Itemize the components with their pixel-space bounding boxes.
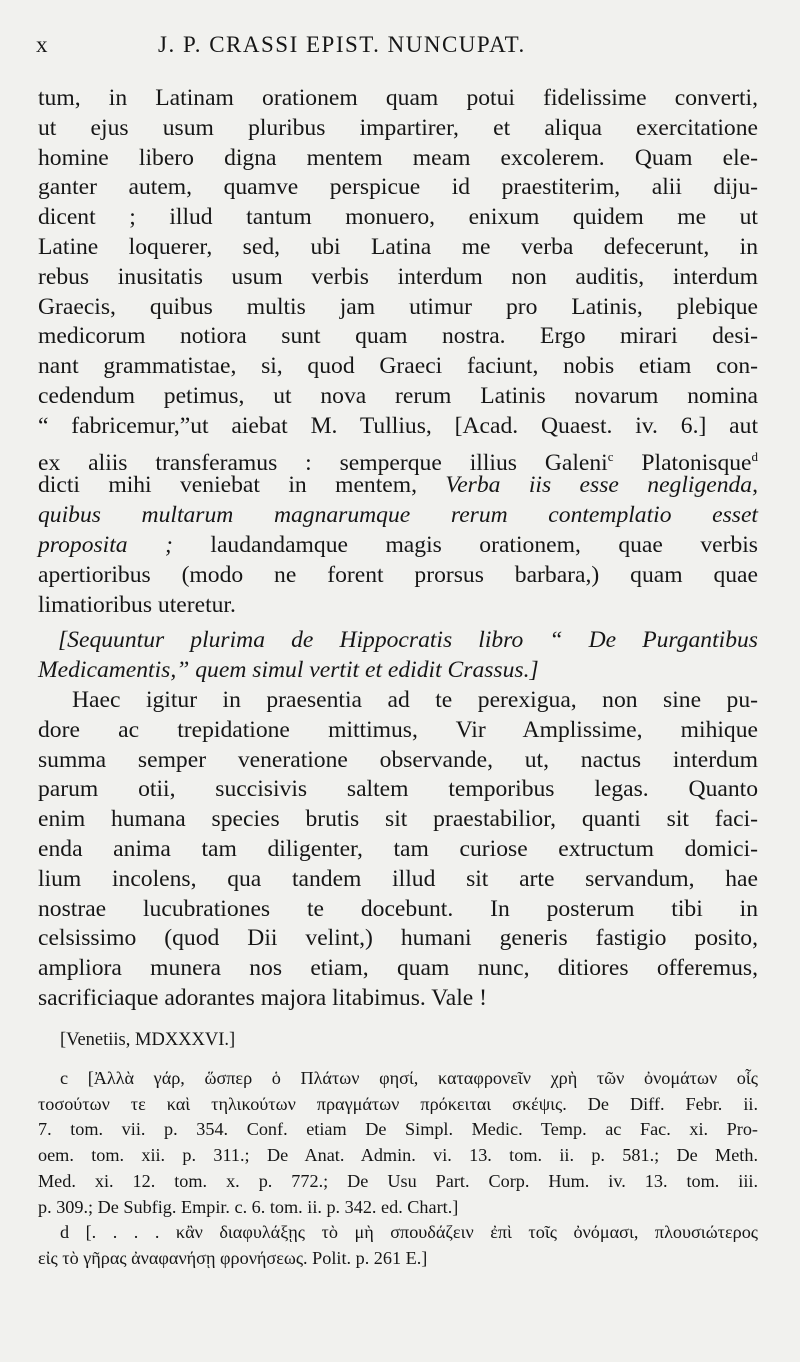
footnote-line: τοσούτων τε καὶ τηλικούτων πραγμάτων πρόκειται σκέψις. De Diff. Febr. ii. bbox=[38, 1093, 758, 1114]
text-line: Latine loquerer, sed, ubi Latina me verba defecerunt, in bbox=[38, 233, 758, 260]
line-text: dicti mihi veniebat in mentem, bbox=[38, 472, 446, 499]
footnote-line: p. 309.; De Subfig. Empir. c. 6. tom. ii. p. 342. ed. Chart.] bbox=[38, 1196, 459, 1217]
text-line: dore ac trepidatione mittimus, Vir Amplissime, mihique bbox=[38, 716, 758, 743]
text-line: parum otii, succisivis saltem temporibus legas. Quanto bbox=[38, 776, 758, 803]
footnote-line: εἰς τὸ γῆρας ἀναφανήσῃ φρονήσεως. Polit. p. 261 E.] bbox=[38, 1248, 428, 1269]
text-line: enim humana species brutis sit praestabilior, quanti sit faci- bbox=[38, 806, 758, 833]
text-line: lium incolens, qua tandem illud sit arte servandum, hae bbox=[38, 865, 758, 892]
text-line: nostrae lucubrationes te docebunt. In posterum tibi in bbox=[38, 895, 758, 922]
footnote-line: Med. xi. 12. tom. x. p. 772.; De Usu Part. Corp. Hum. iv. 13. tom. iii. bbox=[38, 1170, 758, 1191]
text-line: homine libero digna mentem meam excolerem. Quam ele- bbox=[38, 144, 758, 171]
line-text: Platonisque bbox=[613, 449, 752, 476]
text-line: limatioribus uteretur. bbox=[38, 591, 236, 618]
text-line: medicorum notiora sunt quam nostra. Ergo mirari desi- bbox=[38, 323, 758, 350]
footnote-line: c [Ἀλλὰ γάρ, ὥσπερ ὁ Πλάτων φησί, καταφρονεῖν χρὴ τῶν ὀνομάτων οἷς bbox=[60, 1067, 758, 1088]
text-line: dicent ; illud tantum monuero, enixum quidem me ut bbox=[38, 204, 758, 231]
text-line: ampliora munera nos etiam, quam nunc, ditiores offeremus, bbox=[38, 955, 758, 982]
date-line: [Venetiis, MDXXXVI.] bbox=[60, 1029, 236, 1050]
editorial-note: Medicamentis,” quem simul vertit et edidit Crassus.] bbox=[38, 657, 539, 684]
quoted-text: Verba iis esse negligenda, bbox=[445, 472, 759, 499]
text-line: “ fabricemur,”ut aiebat M. Tullius, [Acad. Quaest. iv. 6.] aut bbox=[38, 412, 758, 439]
footnote-line: d [. . . . κἂν διαφυλάξῃς τὸ μὴ σπουδάζειν ἐπὶ τοῖς ὀνόμασι, πλουσιώτερος bbox=[60, 1222, 758, 1243]
text-line bbox=[38, 442, 759, 476]
page-header bbox=[36, 32, 764, 64]
text-line: rebus inusitatis usum verbis interdum non auditis, interdum bbox=[38, 263, 758, 290]
text-line bbox=[38, 471, 758, 501]
footnote-line: oem. tom. xii. p. 311.; De Anat. Admin. vi. 13. tom. ii. p. 581.; De Meth. bbox=[38, 1145, 758, 1166]
text-line: enda anima tam diligenter, tam curiose extructum domici- bbox=[38, 835, 758, 862]
running-head: J. P. CRASSI EPIST. NUNCUPAT. bbox=[158, 32, 526, 57]
text-line: cedendum petimus, ut nova rerum Latinis novarum nomina bbox=[38, 382, 758, 409]
main-text bbox=[38, 84, 758, 1272]
line-text: ex aliis transferamus : semperque illius Galeni bbox=[38, 449, 608, 476]
text-line: Graecis, quibus multis jam utimur pro Latinis, plebique bbox=[38, 293, 758, 320]
footnote-line: 7. tom. vii. p. 354. Conf. etiam De Simpl. Medic. Temp. ac Fac. xi. Pro- bbox=[38, 1119, 758, 1140]
text-line: sacrificiaque adorantes majora litabimus. Vale ! bbox=[38, 984, 487, 1011]
line-text: laudandamque magis orationem, quae verbis bbox=[172, 531, 758, 558]
text-line: ut ejus usum pluribus impartirer, et aliqua exercitatione bbox=[38, 114, 758, 141]
editorial-note: [Sequuntur plurima de Hippocratis libro “ De Purgantibus bbox=[58, 627, 758, 654]
text-line: apertioribus (modo ne forent prorsus barbara,) quam quae bbox=[38, 561, 758, 588]
quoted-text: quibus multarum magnarumque rerum contemplatio esset bbox=[38, 502, 758, 529]
text-line: nant grammatistae, si, quod Graeci faciunt, nobis etiam con- bbox=[38, 353, 758, 380]
text-line: ganter autem, quamve perspicue id praestiterim, alii diju- bbox=[38, 174, 758, 201]
page-number: x bbox=[36, 32, 49, 57]
footnotes bbox=[38, 1066, 758, 1272]
footnote-ref-d: d bbox=[751, 448, 759, 464]
text-line: tum, in Latinam orationem quam potui fidelissime converti, bbox=[38, 85, 758, 111]
text-line bbox=[38, 501, 758, 531]
text-line: Haec igitur in praesentia ad te perexigua, non sine pu- bbox=[72, 686, 758, 713]
quoted-text: proposita ; bbox=[38, 531, 173, 558]
text-line bbox=[38, 531, 758, 561]
footnote-ref-c: c bbox=[607, 448, 614, 464]
text-line: celsissimo (quod Dii velint,) humani generis fastigio posito, bbox=[38, 925, 758, 952]
text-line: summa semper veneratione observande, ut, nactus interdum bbox=[38, 746, 758, 773]
